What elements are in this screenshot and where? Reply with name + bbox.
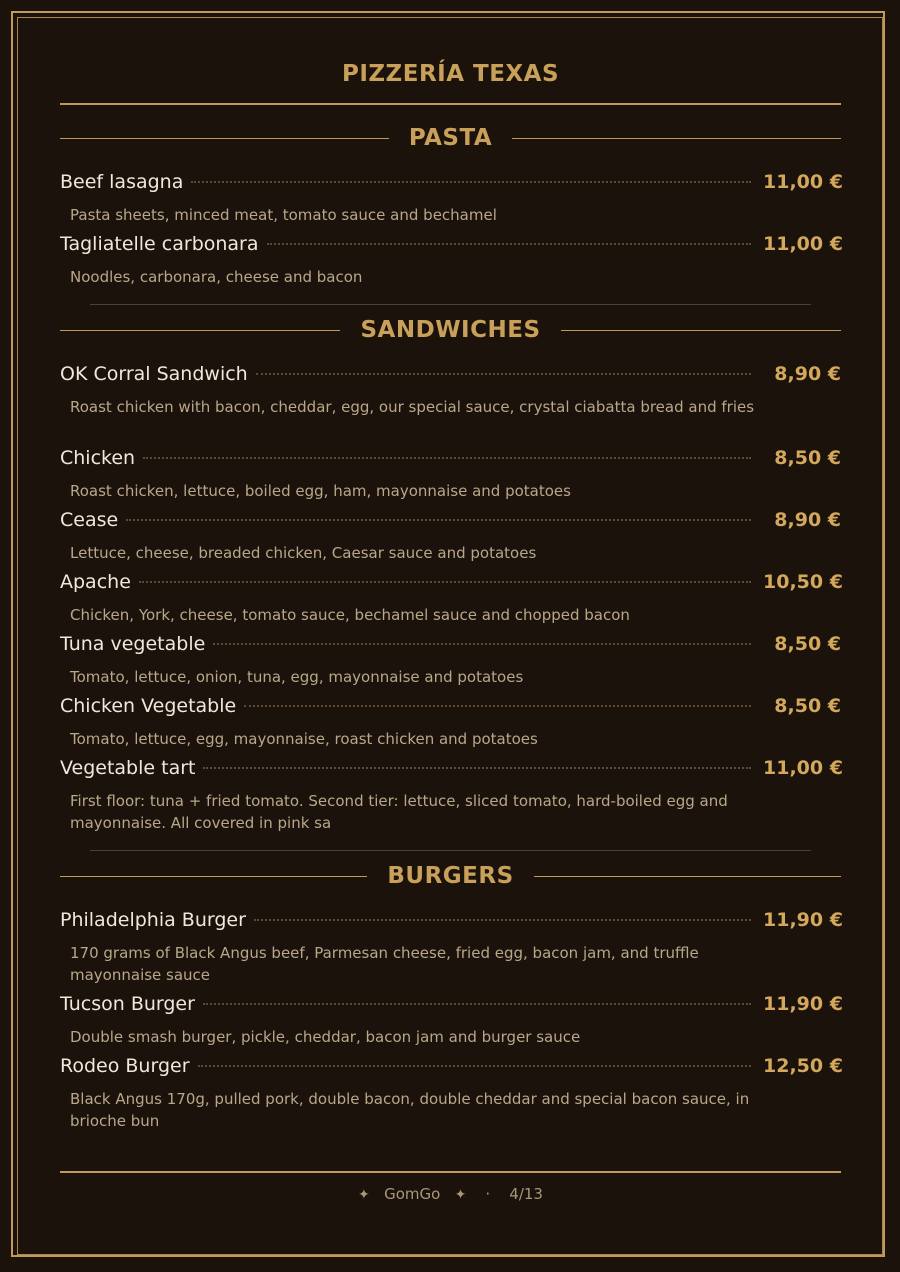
dot-leader <box>203 1003 751 1005</box>
item-name: Tucson Burger <box>60 993 195 1015</box>
section-rule-left <box>60 138 389 139</box>
item-description: Roast chicken with bacon, cheddar, egg, our special sauce, crystal ciabatta bread and fries <box>70 398 755 416</box>
item-name: OK Corral Sandwich <box>60 363 248 385</box>
section-separator <box>90 304 811 305</box>
section-rule-left <box>60 330 340 331</box>
item-description: Black Angus 170g, pulled pork, double bacon, double cheddar and special bacon sauce, in brioche bun <box>70 1090 750 1130</box>
item-price: 11,00 € <box>763 757 843 779</box>
item-description: Tomato, lettuce, onion, tuna, egg, mayonnaise and potatoes <box>70 668 524 686</box>
menu-item <box>60 509 841 564</box>
menu-item <box>60 993 841 1048</box>
section-rule-left <box>60 876 367 877</box>
item-price: 11,00 € <box>763 171 843 193</box>
item-price: 8,90 € <box>774 363 841 385</box>
dot-leader <box>267 243 751 245</box>
item-name: Tagliatelle carbonara <box>60 233 259 255</box>
section-header-sandwiches <box>60 315 841 345</box>
menu-item <box>60 571 841 626</box>
section-separator <box>90 850 811 851</box>
dot-leader <box>198 1065 751 1067</box>
item-description: Chicken, York, cheese, tomato sauce, bechamel sauce and chopped bacon <box>70 606 630 624</box>
dot-leader <box>126 519 751 521</box>
menu-item <box>60 233 841 288</box>
item-name: Vegetable tart <box>60 757 196 779</box>
menu-item <box>60 171 841 226</box>
dot-leader <box>213 643 751 645</box>
item-price: 11,90 € <box>763 909 843 931</box>
restaurant-title: PIZZERÍA TEXAS <box>341 61 560 87</box>
footer <box>60 1185 841 1203</box>
item-price: 8,50 € <box>774 447 841 469</box>
dot-leader <box>191 181 751 183</box>
item-name: Philadelphia Burger <box>60 909 246 931</box>
section-rule-right <box>561 330 841 331</box>
item-price: 11,90 € <box>763 993 843 1015</box>
item-name: Rodeo Burger <box>60 1055 190 1077</box>
section-header-burgers <box>60 861 841 891</box>
brand-name: GomGo <box>384 1185 441 1203</box>
section-header-pasta <box>60 123 841 153</box>
item-name: Apache <box>60 571 131 593</box>
menu-item <box>60 447 841 502</box>
item-price: 8,90 € <box>774 509 841 531</box>
item-name: Chicken <box>60 447 136 469</box>
item-name: Tuna vegetable <box>60 633 206 655</box>
star-icon: ✦ <box>454 1187 467 1203</box>
menu-item <box>60 1055 841 1132</box>
item-description: Noodles, carbonara, cheese and bacon <box>70 268 363 286</box>
dot-leader <box>256 373 751 375</box>
item-description: Double smash burger, pickle, cheddar, bacon jam and burger sauce <box>70 1028 581 1046</box>
title-divider <box>60 103 841 105</box>
item-name: Beef lasagna <box>60 171 184 193</box>
item-price: 12,50 € <box>763 1055 843 1077</box>
item-name: Chicken Vegetable <box>60 695 237 717</box>
footer-separator: · <box>485 1185 491 1203</box>
menu-item <box>60 363 841 418</box>
footer-divider <box>60 1171 841 1173</box>
item-description: Roast chicken, lettuce, boiled egg, ham, mayonnaise and potatoes <box>70 482 571 500</box>
section-title: SANDWICHES <box>360 317 541 343</box>
menu-item <box>60 695 841 750</box>
item-description: Lettuce, cheese, breaded chicken, Caesar sauce and potatoes <box>70 544 537 562</box>
item-description: Pasta sheets, minced meat, tomato sauce and bechamel <box>70 206 497 224</box>
item-description: Tomato, lettuce, egg, mayonnaise, roast chicken and potatoes <box>70 730 538 748</box>
dot-leader <box>203 767 751 769</box>
item-price: 8,50 € <box>774 633 841 655</box>
section-rule-right <box>512 138 841 139</box>
dot-leader <box>143 457 751 459</box>
section-rule-right <box>534 876 841 877</box>
dot-leader <box>254 919 751 921</box>
section-title: PASTA <box>408 125 493 151</box>
star-icon: ✦ <box>358 1187 370 1203</box>
dot-leader <box>244 705 751 707</box>
menu-item <box>60 757 841 834</box>
item-name: Cease <box>60 509 119 531</box>
item-price: 8,50 € <box>774 695 841 717</box>
item-description: First floor: tuna + fried tomato. Second tier: lettuce, sliced tomato, hard-boiled egg and mayonnaise. All covered in pink sa <box>70 792 728 832</box>
dot-leader <box>139 581 751 583</box>
menu-item <box>60 909 841 986</box>
item-price: 10,50 € <box>763 571 843 593</box>
page-number: 4/13 <box>509 1185 543 1203</box>
section-title: BURGERS <box>387 863 514 889</box>
item-description: 170 grams of Black Angus beef, Parmesan cheese, fried egg, bacon jam, and truffle mayonnaise sauce <box>70 944 699 984</box>
menu-item <box>60 633 841 688</box>
item-price: 11,00 € <box>763 233 843 255</box>
